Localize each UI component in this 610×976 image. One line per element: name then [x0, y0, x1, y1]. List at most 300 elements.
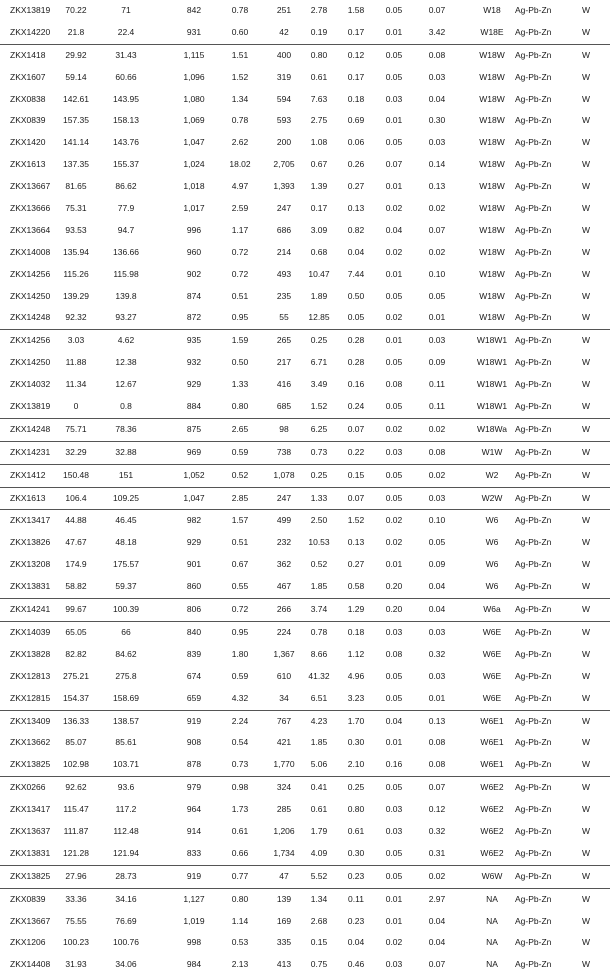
elevation-cell: 929: [186, 537, 202, 548]
pb-value-cell: 6.25: [310, 423, 328, 434]
depth-to-cell: 100.76: [113, 937, 139, 948]
pb-value-cell: 4.09: [310, 847, 328, 858]
vein-id-cell: W2: [485, 469, 499, 480]
drillhole-id-cell: ZKX1420: [10, 137, 46, 148]
ag-value-cell: 235: [276, 290, 292, 301]
trend-cell: W: [582, 379, 591, 390]
vein-id-cell: NA: [486, 893, 498, 904]
col-10-value-cell: 0.31: [428, 847, 446, 858]
table-row: [0, 799, 610, 821]
col-9-value-cell: 0.05: [385, 847, 403, 858]
trend-cell: W: [582, 93, 591, 104]
pb-value-cell: 3.49: [310, 379, 328, 390]
table-row: [0, 688, 610, 710]
ore-type-cell: Ag-Pb-Zn: [515, 312, 552, 323]
drillhole-id-cell: ZKX13666: [10, 203, 51, 214]
pb-value-cell: 1.34: [310, 893, 328, 904]
depth-from-cell: 115.47: [63, 804, 89, 815]
pb-value-cell: 6.71: [310, 357, 328, 368]
depth-from-cell: 142.61: [63, 93, 89, 104]
zn-value-cell: 0.26: [347, 159, 365, 170]
vein-id-cell: W6W: [481, 870, 503, 881]
depth-from-cell: 93.53: [65, 224, 87, 235]
zn-value-cell: 0.30: [347, 737, 365, 748]
thickness-cell: 0.72: [231, 246, 249, 257]
ore-type-cell: Ag-Pb-Zn: [515, 804, 552, 815]
thickness-cell: 1.17: [231, 224, 249, 235]
pb-value-cell: 0.61: [310, 71, 328, 82]
ore-type-cell: Ag-Pb-Zn: [515, 379, 552, 390]
depth-to-cell: 143.95: [113, 93, 139, 104]
depth-to-cell: 112.48: [113, 825, 139, 836]
drillhole-id-cell: ZKX13662: [10, 737, 51, 748]
elevation-cell: 929: [186, 379, 202, 390]
table-row: [0, 0, 610, 22]
table-row: [0, 821, 610, 843]
thickness-cell: 0.59: [231, 670, 249, 681]
depth-to-cell: 109.25: [113, 492, 139, 503]
depth-to-cell: 136.66: [113, 246, 139, 257]
elevation-cell: 982: [186, 515, 202, 526]
col-9-value-cell: 0.01: [385, 335, 403, 346]
ag-value-cell: 593: [276, 115, 292, 126]
zn-value-cell: 0.18: [347, 626, 365, 637]
ag-value-cell: 610: [276, 670, 292, 681]
col-9-value-cell: 0.05: [385, 5, 403, 15]
vein-id-cell: W6E2: [480, 847, 504, 858]
pb-value-cell: 2.75: [310, 115, 328, 126]
depth-from-cell: 70.22: [65, 5, 87, 15]
zn-value-cell: 0.16: [347, 379, 365, 390]
table-row: [0, 843, 610, 865]
table-row: [0, 576, 610, 598]
vein-id-cell: W18W: [479, 137, 505, 148]
zn-value-cell: 0.13: [347, 203, 365, 214]
ag-value-cell: 738: [276, 446, 292, 457]
zn-value-cell: 0.15: [347, 469, 365, 480]
depth-from-cell: 100.23: [63, 937, 89, 948]
elevation-cell: 1,115: [183, 49, 205, 60]
vein-id-cell: W18W1: [476, 401, 508, 412]
col-9-value-cell: 0.20: [385, 604, 403, 615]
vein-id-cell: W6E1: [480, 715, 504, 726]
col-10-value-cell: 0.04: [428, 93, 446, 104]
trend-cell: W: [582, 670, 591, 681]
vein-id-cell: W18Wa: [477, 423, 507, 434]
ag-value-cell: 169: [276, 915, 292, 926]
table-row: [0, 954, 610, 976]
col-9-value-cell: 0.05: [385, 71, 403, 82]
zn-value-cell: 0.69: [347, 115, 365, 126]
depth-to-cell: 12.67: [115, 379, 137, 390]
col-9-value-cell: 0.01: [385, 115, 403, 126]
depth-to-cell: 151: [118, 469, 134, 480]
pb-value-cell: 1.85: [310, 581, 328, 592]
col-9-value-cell: 0.05: [385, 469, 403, 480]
depth-from-cell: 111.87: [63, 825, 89, 836]
vein-id-cell: W6E2: [480, 825, 504, 836]
col-9-value-cell: 0.05: [385, 290, 403, 301]
elevation-cell: 931: [186, 26, 202, 37]
thickness-cell: 1.51: [231, 49, 249, 60]
col-9-value-cell: 0.03: [385, 446, 403, 457]
zn-value-cell: 0.46: [347, 959, 365, 970]
drillhole-id-cell: ZKX14408: [10, 959, 51, 970]
ag-value-cell: 98: [279, 423, 289, 434]
thickness-cell: 0.52: [231, 469, 249, 480]
ore-type-cell: Ag-Pb-Zn: [515, 537, 552, 548]
pb-value-cell: 1.89: [310, 290, 328, 301]
depth-to-cell: 103.71: [113, 759, 139, 770]
table-row: [0, 644, 610, 666]
zn-value-cell: 0.27: [347, 181, 365, 192]
col-9-value-cell: 0.05: [385, 357, 403, 368]
vein-id-cell: W18W: [479, 203, 505, 214]
trend-cell: W: [582, 71, 591, 82]
pb-value-cell: 7.63: [310, 93, 328, 104]
drillhole-id-cell: ZKX1613: [10, 159, 46, 170]
col-9-value-cell: 0.20: [385, 581, 403, 592]
col-10-value-cell: 0.01: [428, 692, 446, 703]
col-10-value-cell: 0.11: [429, 379, 445, 390]
trend-cell: W: [582, 937, 591, 948]
trend-cell: W: [582, 559, 591, 570]
vein-id-cell: W18W: [479, 224, 505, 235]
depth-from-cell: 29.92: [65, 49, 87, 60]
depth-from-cell: 92.62: [65, 782, 87, 793]
thickness-cell: 0.59: [231, 446, 249, 457]
vein-id-cell: W18W: [479, 49, 505, 60]
elevation-cell: 806: [186, 604, 202, 615]
depth-from-cell: 275.21: [63, 670, 89, 681]
depth-from-cell: 141.14: [63, 137, 89, 148]
pb-value-cell: 0.41: [310, 782, 328, 793]
elevation-cell: 872: [186, 312, 202, 323]
ore-type-cell: Ag-Pb-Zn: [515, 335, 552, 346]
vein-id-cell: NA: [486, 937, 498, 948]
trend-cell: W: [582, 203, 591, 214]
depth-from-cell: 85.07: [65, 737, 87, 748]
ag-value-cell: 1,206: [273, 825, 295, 836]
elevation-cell: 833: [186, 847, 202, 858]
thickness-cell: 1.59: [231, 335, 249, 346]
vein-id-cell: NA: [486, 915, 498, 926]
col-9-value-cell: 0.04: [385, 224, 403, 235]
vein-id-cell: W6E: [482, 626, 502, 637]
elevation-cell: 840: [186, 626, 202, 637]
col-9-value-cell: 0.02: [385, 515, 403, 526]
thickness-cell: 2.13: [231, 959, 249, 970]
zn-value-cell: 1.29: [347, 604, 365, 615]
trend-cell: W: [582, 782, 591, 793]
thickness-cell: 1.80: [231, 648, 249, 659]
thickness-cell: 0.60: [231, 26, 249, 37]
vein-id-cell: W18W1: [476, 357, 508, 368]
table-row: [0, 441, 610, 464]
thickness-cell: 2.24: [231, 715, 249, 726]
depth-from-cell: 81.65: [65, 181, 87, 192]
zn-value-cell: 0.17: [347, 71, 365, 82]
ore-type-cell: Ag-Pb-Zn: [515, 246, 552, 257]
trend-cell: W: [582, 893, 591, 904]
elevation-cell: 964: [186, 804, 202, 815]
drillhole-id-cell: ZKX14039: [10, 626, 51, 637]
ag-value-cell: 285: [276, 804, 292, 815]
depth-to-cell: 78.36: [115, 423, 137, 434]
drillhole-id-cell: ZKX14256: [10, 268, 51, 279]
ag-value-cell: 493: [276, 268, 292, 279]
col-10-value-cell: 0.08: [428, 737, 446, 748]
ore-type-cell: Ag-Pb-Zn: [515, 137, 552, 148]
table-row: [0, 509, 610, 532]
table-row: [0, 532, 610, 554]
depth-from-cell: 154.37: [63, 692, 89, 703]
drillhole-id-cell: ZKX13667: [10, 181, 51, 192]
thickness-cell: 2.85: [231, 492, 249, 503]
pb-value-cell: 0.61: [310, 804, 328, 815]
depth-to-cell: 32.88: [115, 446, 137, 457]
ore-type-cell: Ag-Pb-Zn: [515, 648, 552, 659]
depth-from-cell: 59.14: [65, 71, 87, 82]
trend-cell: W: [582, 335, 591, 346]
drillhole-id-cell: ZKX0839: [10, 115, 46, 126]
drillhole-id-cell: ZKX0839: [10, 893, 46, 904]
zn-value-cell: 0.12: [347, 49, 365, 60]
pb-value-cell: 1.52: [310, 401, 328, 412]
table-row: [0, 220, 610, 242]
ore-type-cell: Ag-Pb-Zn: [515, 959, 552, 970]
depth-to-cell: 94.7: [117, 224, 135, 235]
ag-value-cell: 594: [276, 93, 292, 104]
ag-value-cell: 232: [276, 537, 292, 548]
drillhole-id-cell: ZKX13819: [10, 5, 51, 15]
elevation-cell: 1,047: [183, 492, 205, 503]
depth-to-cell: 48.18: [115, 537, 137, 548]
table-row: [0, 396, 610, 418]
col-9-value-cell: 0.03: [385, 804, 403, 815]
trend-cell: W: [582, 469, 591, 480]
pb-value-cell: 1.33: [310, 492, 328, 503]
drillhole-id-cell: ZKX1607: [10, 71, 46, 82]
vein-id-cell: W6E2: [480, 782, 504, 793]
col-10-value-cell: 0.09: [428, 357, 446, 368]
depth-to-cell: 0.8: [120, 401, 132, 412]
trend-cell: W: [582, 959, 591, 970]
depth-from-cell: 31.93: [65, 959, 87, 970]
depth-to-cell: 34.16: [115, 893, 137, 904]
pb-value-cell: 5.06: [310, 759, 328, 770]
col-10-value-cell: 0.02: [428, 870, 446, 881]
depth-to-cell: 66: [121, 626, 131, 637]
drillhole-id-cell: ZKX14248: [10, 312, 51, 323]
col-10-value-cell: 0.07: [428, 5, 446, 15]
col-9-value-cell: 0.02: [385, 312, 403, 323]
ore-type-cell: Ag-Pb-Zn: [515, 604, 552, 615]
trend-cell: W: [582, 224, 591, 235]
trend-cell: W: [582, 626, 591, 637]
col-10-value-cell: 0.08: [428, 759, 446, 770]
table-row: [0, 418, 610, 441]
thickness-cell: 0.98: [231, 782, 249, 793]
pb-value-cell: 12.85: [308, 312, 330, 323]
depth-from-cell: 21.8: [67, 26, 85, 37]
drillhole-id-cell: ZKX1412: [10, 469, 46, 480]
vein-id-cell: W18W: [479, 93, 505, 104]
trend-cell: W: [582, 759, 591, 770]
col-10-value-cell: 2.97: [428, 893, 446, 904]
vein-id-cell: W18W: [479, 246, 505, 257]
drillhole-id-cell: ZKX13825: [10, 759, 51, 770]
depth-to-cell: 93.6: [117, 782, 135, 793]
vein-id-cell: W6: [485, 581, 499, 592]
drillhole-id-cell: ZKX14220: [10, 26, 51, 37]
pb-value-cell: 0.67: [310, 159, 328, 170]
ag-value-cell: 34: [279, 692, 289, 703]
thickness-cell: 0.55: [231, 581, 249, 592]
ag-value-cell: 265: [276, 335, 292, 346]
col-10-value-cell: 0.07: [428, 959, 446, 970]
depth-from-cell: 137.35: [63, 159, 89, 170]
vein-id-cell: W18W: [479, 159, 505, 170]
depth-to-cell: 143.76: [113, 137, 139, 148]
drillhole-id-cell: ZKX13831: [10, 847, 51, 858]
elevation-cell: 875: [186, 423, 202, 434]
col-9-value-cell: 0.05: [385, 49, 403, 60]
table-row: [0, 374, 610, 396]
thickness-cell: 0.72: [231, 604, 249, 615]
pb-value-cell: 3.74: [310, 604, 328, 615]
thickness-cell: 0.66: [231, 847, 249, 858]
table-row: [0, 732, 610, 754]
zn-value-cell: 0.11: [348, 893, 364, 904]
col-9-value-cell: 0.03: [385, 93, 403, 104]
table-row: [0, 911, 610, 933]
table-row: [0, 176, 610, 198]
table-row: [0, 132, 610, 154]
vein-id-cell: W6E: [482, 692, 502, 703]
ag-value-cell: 266: [276, 604, 292, 615]
zn-value-cell: 0.27: [347, 559, 365, 570]
ore-type-cell: Ag-Pb-Zn: [515, 492, 552, 503]
trend-cell: W: [582, 737, 591, 748]
ore-type-cell: Ag-Pb-Zn: [515, 115, 552, 126]
depth-to-cell: 84.62: [115, 648, 137, 659]
ag-value-cell: 200: [276, 137, 292, 148]
trend-cell: W: [582, 115, 591, 126]
pb-value-cell: 0.17: [310, 203, 328, 214]
depth-from-cell: 106.4: [65, 492, 87, 503]
vein-id-cell: W6: [485, 515, 499, 526]
thickness-cell: 0.80: [231, 401, 249, 412]
depth-to-cell: 275.8: [115, 670, 137, 681]
trend-cell: W: [582, 181, 591, 192]
pb-value-cell: 2.78: [310, 5, 328, 15]
col-10-value-cell: 0.03: [428, 137, 446, 148]
zn-value-cell: 0.22: [347, 446, 365, 457]
depth-to-cell: 34.06: [115, 959, 137, 970]
depth-to-cell: 12.38: [115, 357, 137, 368]
depth-to-cell: 139.8: [115, 290, 137, 301]
zn-value-cell: 0.05: [347, 312, 365, 323]
drillhole-id-cell: ZKX13826: [10, 537, 51, 548]
drillhole-id-cell: ZKX13637: [10, 825, 51, 836]
ag-value-cell: 1,393: [273, 181, 295, 192]
pb-value-cell: 0.75: [310, 959, 328, 970]
elevation-cell: 901: [186, 559, 202, 570]
pb-value-cell: 5.52: [310, 870, 328, 881]
elevation-cell: 842: [186, 5, 202, 15]
col-9-value-cell: 0.03: [385, 825, 403, 836]
pb-value-cell: 1.79: [310, 825, 328, 836]
col-10-value-cell: 0.05: [428, 290, 446, 301]
thickness-cell: 1.14: [231, 915, 249, 926]
pb-value-cell: 2.50: [310, 515, 328, 526]
col-10-value-cell: 0.03: [428, 335, 446, 346]
ag-value-cell: 362: [276, 559, 292, 570]
ag-value-cell: 335: [276, 937, 292, 948]
depth-to-cell: 175.57: [113, 559, 139, 570]
drillhole-id-cell: ZKX1613: [10, 492, 46, 503]
vein-id-cell: W6: [485, 559, 499, 570]
ag-value-cell: 224: [276, 626, 292, 637]
pb-value-cell: 0.80: [310, 49, 328, 60]
depth-to-cell: 93.27: [115, 312, 137, 323]
depth-from-cell: 102.98: [63, 759, 89, 770]
elevation-cell: 860: [186, 581, 202, 592]
drillhole-id-cell: ZKX1206: [10, 937, 46, 948]
thickness-cell: 0.73: [231, 759, 249, 770]
ag-value-cell: 319: [276, 71, 292, 82]
trend-cell: W: [582, 604, 591, 615]
depth-to-cell: 4.62: [117, 335, 135, 346]
elevation-cell: 1,017: [183, 203, 205, 214]
thickness-cell: 1.33: [231, 379, 249, 390]
vein-id-cell: W6E1: [480, 759, 504, 770]
drillhole-id-cell: ZKX12815: [10, 692, 51, 703]
trend-cell: W: [582, 312, 591, 323]
ore-type-cell: Ag-Pb-Zn: [515, 290, 552, 301]
trend-cell: W: [582, 246, 591, 257]
depth-to-cell: 46.45: [115, 515, 137, 526]
vein-id-cell: W6E: [482, 670, 502, 681]
ore-type-cell: Ag-Pb-Zn: [515, 847, 552, 858]
ore-type-cell: Ag-Pb-Zn: [515, 559, 552, 570]
depth-from-cell: 92.32: [65, 312, 87, 323]
elevation-cell: 659: [186, 692, 202, 703]
depth-from-cell: 0: [73, 401, 79, 412]
table-row: [0, 352, 610, 374]
ore-type-cell: Ag-Pb-Zn: [515, 469, 552, 480]
vein-id-cell: W18W: [479, 268, 505, 279]
zn-value-cell: 0.04: [347, 937, 365, 948]
drillhole-id-cell: ZKX13825: [10, 870, 51, 881]
trend-cell: W: [582, 26, 591, 37]
col-10-value-cell: 0.03: [428, 670, 446, 681]
elevation-cell: 1,024: [183, 159, 205, 170]
drillhole-id-cell: ZKX13831: [10, 581, 51, 592]
ag-value-cell: 1,367: [273, 648, 295, 659]
ag-value-cell: 217: [276, 357, 292, 368]
zn-value-cell: 0.06: [347, 137, 365, 148]
drillhole-id-cell: ZKX13828: [10, 648, 51, 659]
depth-from-cell: 174.9: [65, 559, 87, 570]
zn-value-cell: 0.58: [347, 581, 365, 592]
col-10-value-cell: 0.08: [428, 49, 446, 60]
table-row: [0, 464, 610, 487]
zn-value-cell: 3.23: [347, 692, 365, 703]
vein-id-cell: W1W: [481, 446, 503, 457]
thickness-cell: 0.78: [231, 5, 249, 15]
